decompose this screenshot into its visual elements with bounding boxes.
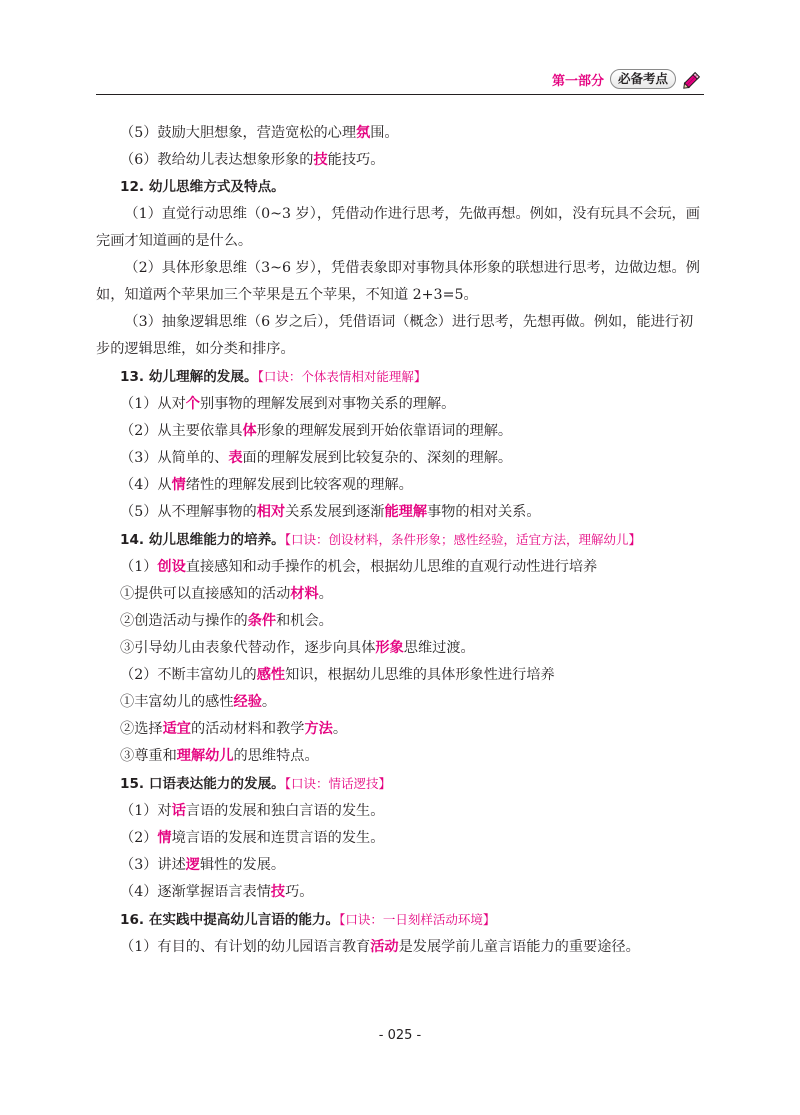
highlight-keyword: 情 [171,477,186,493]
section-heading [96,770,706,798]
text-run: 围。 [370,125,399,141]
text-run: ③引导幼儿由表象代替动作，逐步向具体 [120,640,376,656]
text-run: 面的理解发展到比较复杂的、深刻的理解。 [242,450,513,466]
text-run: 12. 幼儿思维方式及特点。 [120,179,285,195]
text-run: （4）逐渐掌握语言表情 [120,884,271,900]
paragraph [96,201,706,255]
highlight-keyword: 个 [185,396,200,412]
text-run: 辑性的发展。 [199,857,286,873]
text-run: 关系发展到逐渐 [285,504,385,520]
text-run: 是发展学前儿童言语能力的重要途径。 [398,939,640,955]
highlight-keyword: 条件 [247,613,277,629]
section-heading [96,526,706,554]
text-run: 13. 幼儿理解的发展。 [120,369,258,385]
text-run: （5）鼓励大胆想象，营造宽松的心理 [120,125,357,141]
text-run: 。 [261,694,277,710]
highlight-keyword: 话 [171,803,186,819]
highlight-keyword: 感性 [256,667,286,683]
highlight-keyword: 体 [242,423,257,439]
mnemonic: 【口诀：个体表情相对能理解】 [257,369,427,384]
text-run: ①丰富幼儿的感性 [120,694,234,710]
text-run: 事物的相对关系。 [427,504,541,520]
list-item [96,391,706,418]
highlight-keyword: 能理解 [384,504,428,520]
list-item [96,879,706,906]
highlight-keyword: 氛 [356,125,371,141]
section-heading [96,363,706,391]
list-item [96,689,706,716]
page-number: - 025 - [378,1028,422,1043]
mnemonic: 【口诀：创设材料，条件形象；感性经验，适宜方法，理解幼儿】 [284,532,642,547]
text-run: ①提供可以直接感知的活动 [120,586,291,602]
highlight-keyword: 技 [270,884,286,900]
text-run: 能技巧。 [327,152,385,168]
header-section-label [552,68,704,90]
text-run: （2）具体形象思维（3~6 岁），凭借表象即对事物具体形象的联想进行思考，边做边想。例如，知道两个苹果加三个苹果是五个苹果，不知道 2+3=5。 [96,260,700,303]
highlight-keyword: 适宜 [162,721,191,737]
list-item [96,581,706,608]
list-item [96,716,706,743]
list-item [96,608,706,635]
text-run: （1）有目的、有计划的幼儿园语言教育 [120,939,371,955]
text-run: 形象的理解发展到开始依靠语词的理解。 [256,423,513,439]
list-item [96,472,706,499]
text-run: （1）从对 [120,396,186,412]
text-run: 直接感知和动手操作的机会，根据幼儿思维的直观行动性进行培养 [185,559,598,575]
list-item [96,445,706,472]
paragraph [96,255,706,309]
highlight-keyword: 方法 [304,721,333,737]
text-run: （2）不断丰富幼儿的 [120,667,257,683]
mnemonic: 【口诀：情话逻技】 [284,776,392,791]
text-run: 巧。 [285,884,314,900]
text-run: （3）讲述 [120,857,186,873]
highlight-keyword: 创设 [157,559,186,575]
page-content [96,120,706,961]
text-run: ②创造活动与操作的 [120,613,248,629]
highlight-keyword: 表 [228,450,243,466]
section-heading [96,174,706,201]
highlight-keyword: 经验 [233,694,262,710]
highlight-keyword: 材料 [290,586,319,602]
list-item [96,635,706,662]
text-run: 14. 幼儿思维能力的培养。 [120,532,285,548]
text-run: （6）教给幼儿表达想象形象的 [120,152,314,168]
text-run: 的活动材料和教学 [190,721,305,737]
page-header [96,66,704,95]
paragraph [96,309,706,363]
list-item [96,120,706,147]
text-run: （5）从不理解事物的 [120,504,257,520]
text-run: （1） [120,559,158,575]
list-item [96,147,706,174]
text-run: 。 [318,586,333,602]
list-item [96,554,706,581]
text-run: 言语的发展和独白言语的发生。 [185,803,385,819]
list-item [96,743,706,770]
text-run: 境言语的发展和连贯言语的发生。 [171,830,385,846]
list-item [96,934,706,961]
text-run: （4）从 [120,477,172,493]
text-run: 绪性的理解发展到比较客观的理解。 [185,477,413,493]
text-run: （2） [120,830,158,846]
highlight-keyword: 活动 [370,939,399,955]
text-run: 和机会。 [276,613,333,629]
text-run: （1）直觉行动思维（0~3 岁），凭借动作进行思考，先做再想。例如，没有玩具不会玩，画完画才知道画的是什么。 [96,206,700,249]
text-run: （3）从简单的、 [120,450,229,466]
text-run: （3）抽象逻辑思维（6 岁之后），凭借语词（概念）进行思考，先想再做。例如，能进行初步的逻辑思维，如分类和排序。 [96,314,694,357]
highlight-keyword: 情 [157,830,172,846]
text-run: 知识，根据幼儿思维的具体形象性进行培养 [285,667,555,683]
text-run: 15. 口语表达能力的发展。 [120,776,285,792]
mnemonic: 【口诀：一日刻样活动环境】 [339,912,496,927]
list-item [96,852,706,879]
list-item [96,499,706,526]
text-run: ③尊重和 [120,748,177,764]
text-run: 。 [332,721,348,737]
text-run: 别事物的理解发展到对事物关系的理解。 [199,396,456,412]
highlight-keyword: 理解幼儿 [176,748,234,764]
highlight-keyword: 形象 [375,640,404,656]
list-item [96,825,706,852]
text-run: （1）对 [120,803,172,819]
section-heading [96,906,706,934]
text-run: ②选择 [120,721,163,737]
highlight-keyword: 技 [313,152,328,168]
text-run: 的思维特点。 [233,748,319,764]
list-item [96,418,706,445]
list-item [96,798,706,825]
text-run: （2）从主要依靠具 [120,423,243,439]
text-run: 16. 在实践中提高幼儿言语的能力。 [120,912,340,928]
list-item [96,662,706,689]
highlight-keyword: 逻 [185,857,200,873]
highlight-keyword: 相对 [256,504,286,520]
header-badge: 必备考点 [610,69,676,89]
text-run: 思维过渡。 [403,640,475,656]
header-part-title: 第一部分 [551,73,604,89]
pencil-icon [682,68,704,90]
